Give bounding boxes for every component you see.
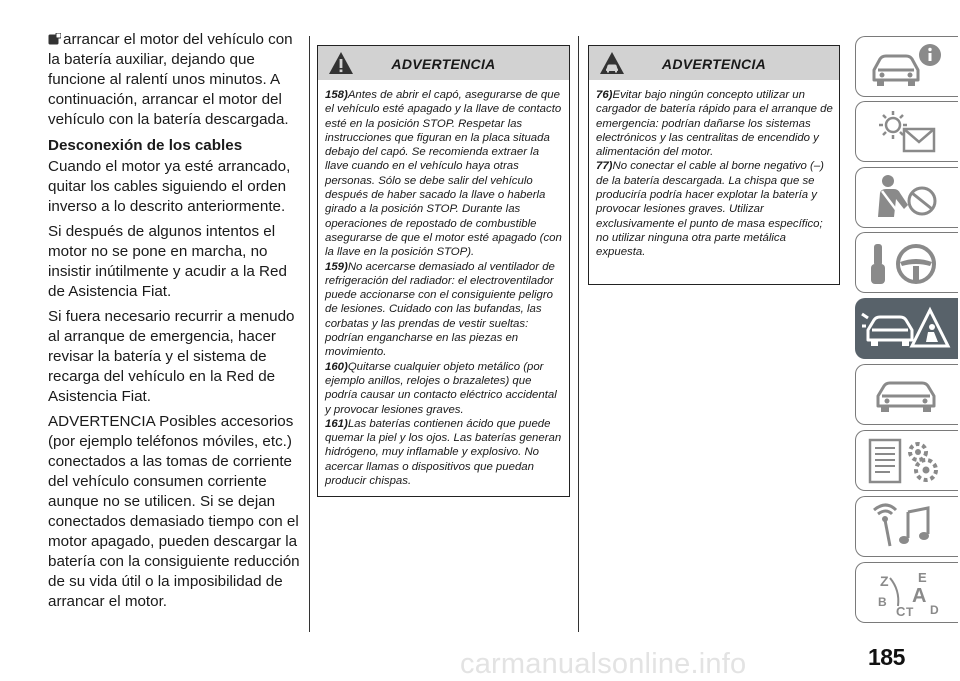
warning-header (589, 46, 839, 80)
warning-body (589, 80, 839, 268)
paragraph-1: Cuando el motor ya esté arrancado, quitar los cables siguiendo el orden inverso a lo descrito anteriormente. (48, 158, 291, 215)
tab-specifications[interactable] (855, 430, 958, 491)
warning-item-number: 159) (325, 260, 348, 273)
warning-item (325, 260, 563, 360)
svg-text:B: B (878, 595, 887, 609)
warning-box-hood (317, 45, 570, 497)
section-heading: Desconexión de los cables (48, 137, 243, 154)
tab-dashboard[interactable] (855, 101, 958, 162)
warning-item-number: 160) (325, 360, 348, 373)
body-text-column (48, 30, 300, 617)
dashboard-lights-mail-icon (860, 105, 955, 159)
column-divider-left (309, 36, 310, 632)
tab-maintenance[interactable] (855, 364, 958, 425)
warning-reference-icon (48, 33, 61, 45)
warning-item (325, 360, 563, 417)
tab-multimedia[interactable] (855, 496, 958, 557)
specifications-gears-icon (860, 434, 955, 488)
warning-item-text: No acercarse demasiado al ventilador de refrigeración del radiador: el electroventilador puede accionarse con el consiguiente peligro de lesiones. Cuidado con las bufandas, las corbatas y las prendas de vestir sueltas: podrían engancharse en las piezas en movimiento. (325, 260, 555, 359)
warning-item-text: Las baterías contienen ácido que puede quemar la piel y los ojos. Las baterías generan hidrógeno, muy inflamable y explosivo. No acercar llamas o dispositivos que puedan producir chispas. (325, 417, 562, 488)
warning-item (596, 159, 833, 259)
watermark: carmanualsonline.info (460, 648, 747, 680)
paragraph-2: Si después de algunos intentos el motor no se pone en marcha, no insistir inútilmente y acudir a la Red de Asistencia Fiat. (48, 223, 287, 300)
warning-body (318, 80, 569, 496)
warning-item-text: No conectar el cable al borne negativo (–) de la batería descargada. La chispa que se produciría podría hacer explotar la batería y provocar lesiones graves. Utilizar exclusivamente el punto de masa específico; no utilizar ninguna otra parte metálica expuesta. (596, 160, 824, 259)
warning-box-battery (588, 45, 840, 285)
warning-item-number: 76) (596, 89, 613, 101)
warning-item-number: 158) (325, 89, 348, 101)
warning-item-text: Antes de abrir el capó, asegurarse de que el vehículo esté apagado y la llave de contacto esté en la posición STOP. Respetar las instrucciones que figuran en la placa situada debajo del capó. Se recomienda extraer la llave cuando en el vehículo haya otras personas. Sólo se debe salir del vehículo después de haber sacado la llave o haberla girado a la posición STOP. Durante las operaciones de repostado de combustible asegurarse de que el motor esté apagado (con la llave en la posición STOP). (325, 89, 562, 259)
svg-text:A: A (912, 585, 927, 607)
svg-text:T: T (906, 605, 914, 619)
page-number: 185 (868, 644, 905, 670)
svg-text:Z: Z (880, 573, 889, 589)
warning-header (318, 46, 569, 80)
svg-text:E: E (918, 570, 927, 585)
seat-belt-safety-icon (860, 171, 955, 225)
key-steering-wheel-icon (860, 236, 955, 290)
emergency-breakdown-icon (860, 302, 955, 356)
warning-title: ADVERTENCIA (661, 56, 767, 72)
tab-emergency[interactable] (855, 298, 958, 359)
warning-item (596, 88, 833, 159)
car-info-icon (860, 40, 955, 94)
alphabetical-index-icon (860, 566, 955, 620)
continuation-paragraph (48, 30, 300, 130)
tab-car-info[interactable] (855, 36, 958, 97)
svg-text:D: D (930, 603, 939, 617)
tab-starting-driving[interactable] (855, 232, 958, 293)
warning-item-number: 77) (596, 160, 613, 173)
warning-item-text: Quitarse cualquier objeto metálico (por ejemplo anillos, relojes o brazaletes) que podría causar un contacto eléctrico accidental y provocar lesiones graves. (325, 360, 557, 416)
tab-index[interactable] (855, 562, 958, 623)
warning-item (325, 417, 563, 488)
warning-title: ADVERTENCIA (391, 56, 496, 72)
warning-item (325, 88, 563, 260)
paragraph-4: ADVERTENCIA Posibles accesorios (por ejemplo teléfonos móviles, etc.) conectados a las tomas de corriente del vehículo consumen corriente aunque no se utilicen. Si se dejan conectados demasiado tiempo con el motor apagado, pueden descargar la batería con la consiguiente reducción de su vida útil o la imposibilidad de arrancar el motor. (48, 413, 300, 610)
intro-text: arrancar el motor del vehículo con la batería auxiliar, dejando que funcione al ralentí unos minutos. A continuación, arrancar el motor del vehículo con la batería descargada. (48, 31, 293, 128)
car-maintenance-icon (860, 368, 955, 422)
svg-text:C: C (896, 604, 906, 619)
warning-item-text: Evitar bajo ningún concepto utilizar un cargador de batería rápido para el arranque de emergencia: podrían dañarse los sistemas electrónicos y las centralitas de encendido y alimentación del motor. (596, 89, 833, 159)
column-divider-right (578, 36, 579, 632)
paragraph-3: Si fuera necesario recurrir a menudo al arranque de emergencia, hacer revisar la batería y el sistema de recarga del vehículo en la Red de Asistencia Fiat. (48, 308, 295, 405)
warning-item-number: 161) (325, 417, 348, 430)
multimedia-music-icon (860, 500, 955, 554)
tab-safety[interactable] (855, 167, 958, 228)
